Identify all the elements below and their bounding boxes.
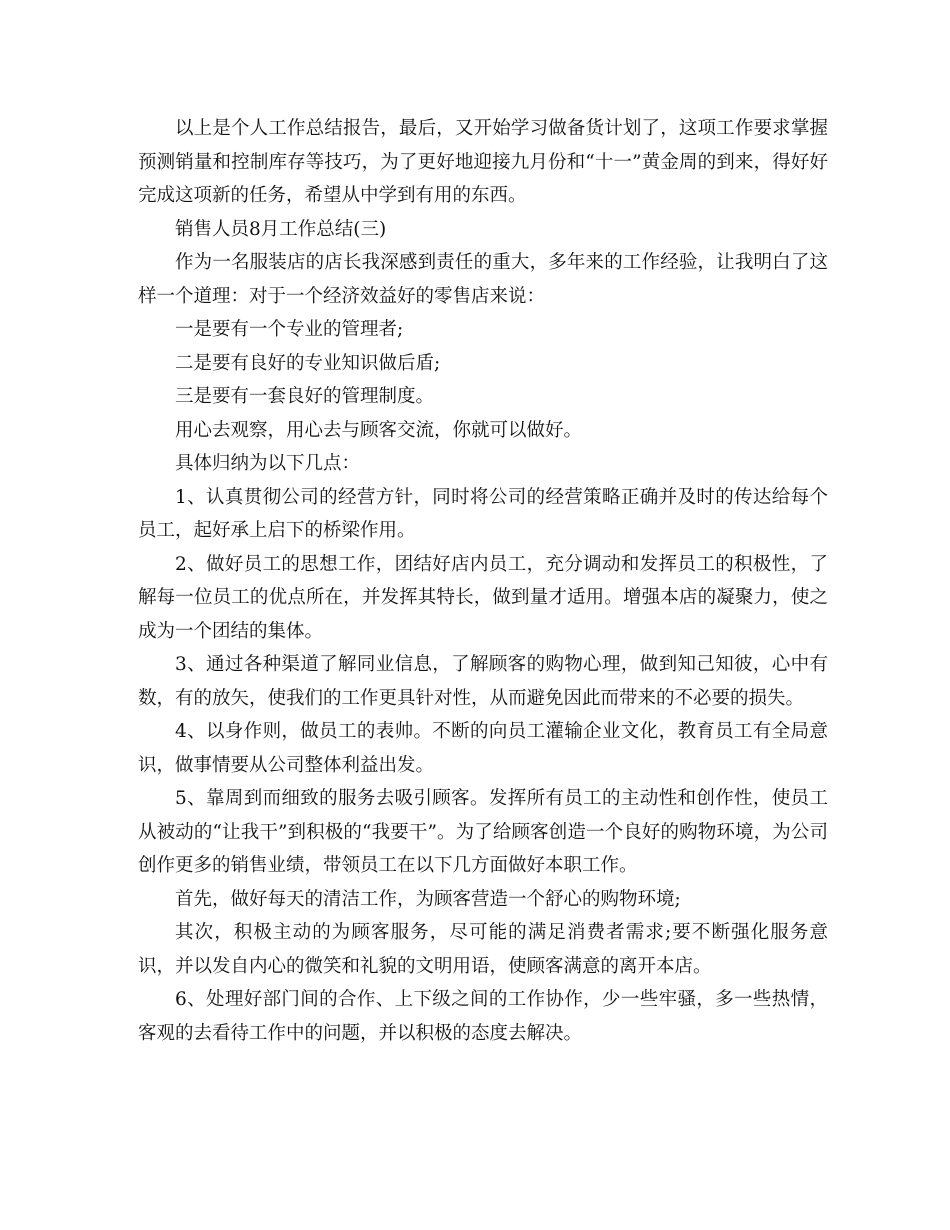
paragraph-point-three: 三是要有一套良好的管理制度。 bbox=[175, 386, 435, 407]
section-heading: 销售人员8月工作总结(三) bbox=[175, 218, 387, 240]
paragraph-point-one: 一是要有一个专业的管理者; bbox=[175, 319, 404, 340]
list-item-6: 6、处理好部门间的合作、上下级之间的工作协作，少一些牢骚，多一些热情，客观的去看待工作中的问题，并以积极的态度去解决。 bbox=[138, 989, 828, 1044]
paragraph-first: 首先，做好每天的清洁工作，为顾客营造一个舒心的购物环境; bbox=[175, 888, 681, 910]
list-item-2: 2、做好员工的思想工作，团结好店内员工，充分调动和发挥员工的积极性，了解每一位员工的优点所在，并发挥其特长，做到量才适用。增强本店的凝聚力，使之成为一个团结的集体。 bbox=[138, 553, 828, 642]
list-item-3: 3、通过各种渠道了解同业信息，了解顾客的购物心理，做到知己知彼，心中有数，有的放矢，使我们的工作更具针对性，从而避免因此而带来的不必要的损失。 bbox=[138, 654, 828, 709]
paragraph-second: 其次，积极主动的为顾客服务，尽可能的满足消费者需求;要不断强化服务意识，并以发自内心的微笑和礼貌的文明用语，使顾客满意的离开本店。 bbox=[138, 922, 828, 977]
paragraph-point-two: 二是要有良好的专业知识做后盾; bbox=[175, 352, 441, 374]
paragraph-summary-lead: 具体归纳为以下几点： bbox=[175, 453, 361, 474]
document-body bbox=[138, 112, 828, 1050]
paragraph-summary-closing: 以上是个人工作总结报告，最后，又开始学习做备货计划了，这项工作要求掌握预测销量和控制库存等技巧，为了更好地迎接九月份和“十一”黄金周的到来，得好好完成这项新的任务，希望从中学到有用的东西。 bbox=[138, 118, 828, 206]
paragraph-observe: 用心去观察，用心去与顾客交流，你就可以做好。 bbox=[175, 419, 583, 441]
list-item-5: 5、靠周到而细致的服务去吸引顾客。发挥所有员工的主动性和创作性，使员工从被动的“让我干”到积极的“我要干”。为了给顾客创造一个良好的购物环境，为公司创作更多的销售业绩，带领员工在以下几方面做好本职工作。 bbox=[138, 788, 828, 876]
list-item-1: 1、认真贯彻公司的经营方针，同时将公司的经营策略正确并及时的传达给每个员工，起好承上启下的桥梁作用。 bbox=[138, 486, 828, 541]
paragraph-intro: 作为一名服装店的店长我深感到责任的重大，多年来的工作经验，让我明白了这样一个道理：对于一个经济效益好的零售店来说： bbox=[138, 252, 828, 307]
list-item-4: 4、以身作则，做员工的表帅。不断的向员工灌输企业文化，教育员工有全局意识，做事情要从公司整体利益出发。 bbox=[138, 721, 828, 776]
